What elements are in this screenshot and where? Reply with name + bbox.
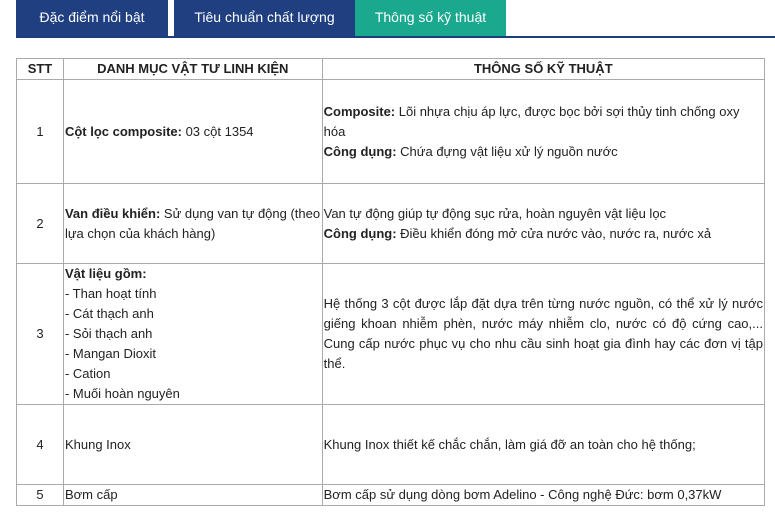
table-header-row	[17, 59, 765, 80]
row-specs: Khung Inox thiết kế chắc chắn, làm giá đỡ an toàn cho hệ thống;	[322, 405, 764, 485]
row-number: 2	[17, 184, 64, 264]
specs-table	[16, 58, 765, 506]
table-row	[17, 184, 765, 264]
category-text: 03 cột 1354	[181, 123, 254, 139]
material-item: - Than hoạt tính	[64, 286, 157, 301]
category-label: Vật liệu gồm:	[64, 266, 147, 281]
header-specs: THÔNG SỐ KỸ THUẬT	[322, 59, 764, 80]
category-label: Van điều khiển:	[64, 205, 161, 221]
row-number: 3	[17, 264, 64, 405]
row-category	[63, 264, 322, 405]
tab-quality-standards[interactable]: Tiêu chuẩn chất lượng	[174, 0, 355, 36]
tab-features[interactable]: Đặc điểm nổi bật	[16, 0, 168, 36]
row-specs: Bơm cấp sử dụng dòng bơm Adelino - Công nghệ Đức: bơm 0,37kW	[322, 485, 764, 506]
row-category: Bơm cấp	[63, 485, 322, 506]
row-specs	[322, 80, 764, 184]
table-row	[17, 485, 765, 506]
spec-label: Composite:	[323, 103, 396, 119]
row-number: 4	[17, 405, 64, 485]
spec-text: Lõi nhựa chịu áp lực, được bọc bởi sợi thủy tinh chống oxy hóa	[323, 103, 740, 139]
table-row	[17, 80, 765, 184]
category-label: Cột lọc composite:	[64, 123, 182, 139]
material-item: - Sỏi thạch anh	[64, 326, 153, 341]
row-number: 5	[17, 485, 64, 506]
spec-text: Van tự động giúp tự động sục rửa, hoàn nguyên vật liệu lọc	[323, 205, 667, 221]
material-item: - Mangan Dioxit	[64, 346, 156, 361]
spec-text: Điều khiển đóng mở cửa nước vào, nước ra, nước xả	[396, 225, 712, 241]
row-category	[63, 80, 322, 184]
tab-specifications[interactable]: Thông số kỹ thuật	[355, 0, 506, 36]
spec-label: Công dụng:	[323, 143, 397, 159]
header-stt: STT	[17, 59, 64, 80]
material-item: - Cát thạch anh	[64, 306, 154, 321]
row-specs	[322, 184, 764, 264]
row-category	[63, 184, 322, 264]
header-category: DANH MỤC VẬT TƯ LINH KIỆN	[63, 59, 322, 80]
spec-label: Công dụng:	[323, 225, 397, 241]
spec-text: Chứa đựng vật liệu xử lý nguồn nước	[396, 143, 618, 159]
category-text: Sử dụng van tự động (theo lựa chọn của khách hàng)	[64, 205, 321, 241]
table-row	[17, 264, 765, 405]
tab-bar	[16, 0, 775, 38]
row-specs: Hệ thống 3 cột được lắp đặt dựa trên từng nước nguồn, có thể xử lý nước giếng khoan nhiễm phèn, nước máy nhiễm clo, nước có độ cứng cao,... Cung cấp nước phục vụ cho nhu cầu sinh hoạt gia đình hay các đơn vị tập thể.	[322, 264, 764, 405]
row-number: 1	[17, 80, 64, 184]
material-item: - Muối hoàn nguyên	[64, 386, 180, 401]
row-category: Khung Inox	[63, 405, 322, 485]
table-row	[17, 405, 765, 485]
material-item: - Cation	[64, 366, 111, 381]
